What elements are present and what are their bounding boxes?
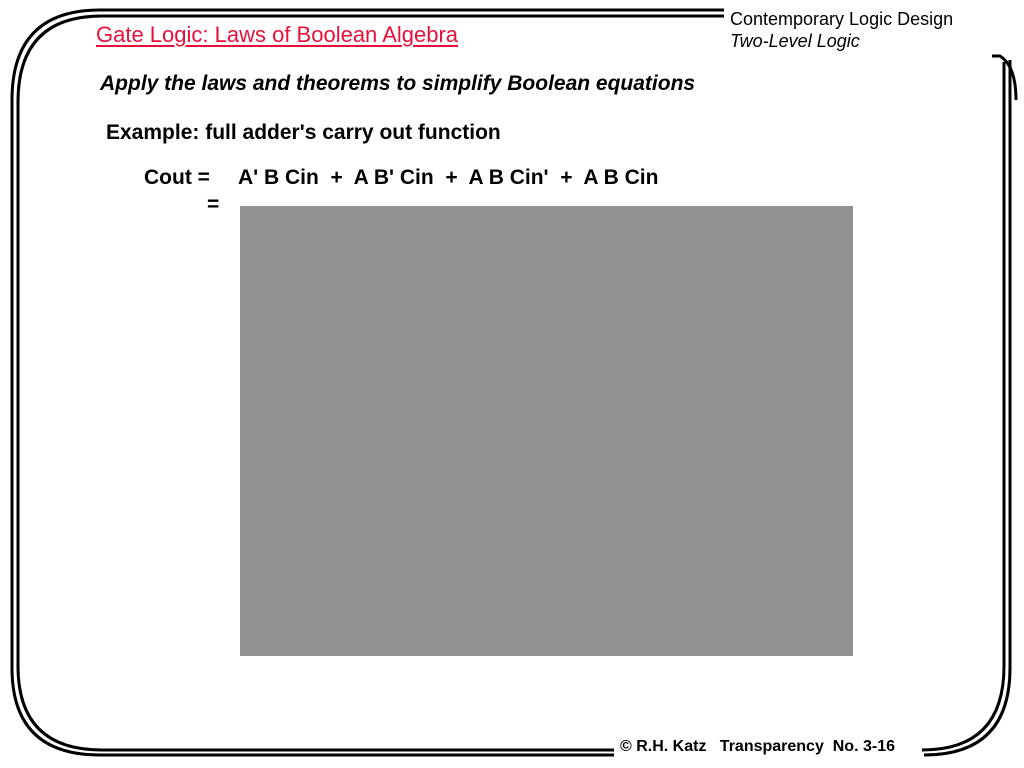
- slide-title: Gate Logic: Laws of Boolean Algebra: [96, 22, 459, 47]
- slide-heading: Apply the laws and theorems to simplify Boolean equations: [100, 72, 696, 95]
- example-label: Example: full adder's carry out function: [106, 121, 501, 144]
- equation-lhs: Cout =: [144, 166, 210, 189]
- slide-footer: © R.H. Katz Transparency No. 3-16: [620, 738, 895, 755]
- course-subtitle: Two-Level Logic: [730, 31, 860, 51]
- course-title: Contemporary Logic Design: [730, 9, 954, 29]
- hidden-content-overlay: [240, 206, 853, 656]
- equation-rhs: A' B Cin + A B' Cin + A B Cin' + A B Cin: [238, 166, 659, 189]
- equation-second-line-sign: =: [207, 193, 220, 216]
